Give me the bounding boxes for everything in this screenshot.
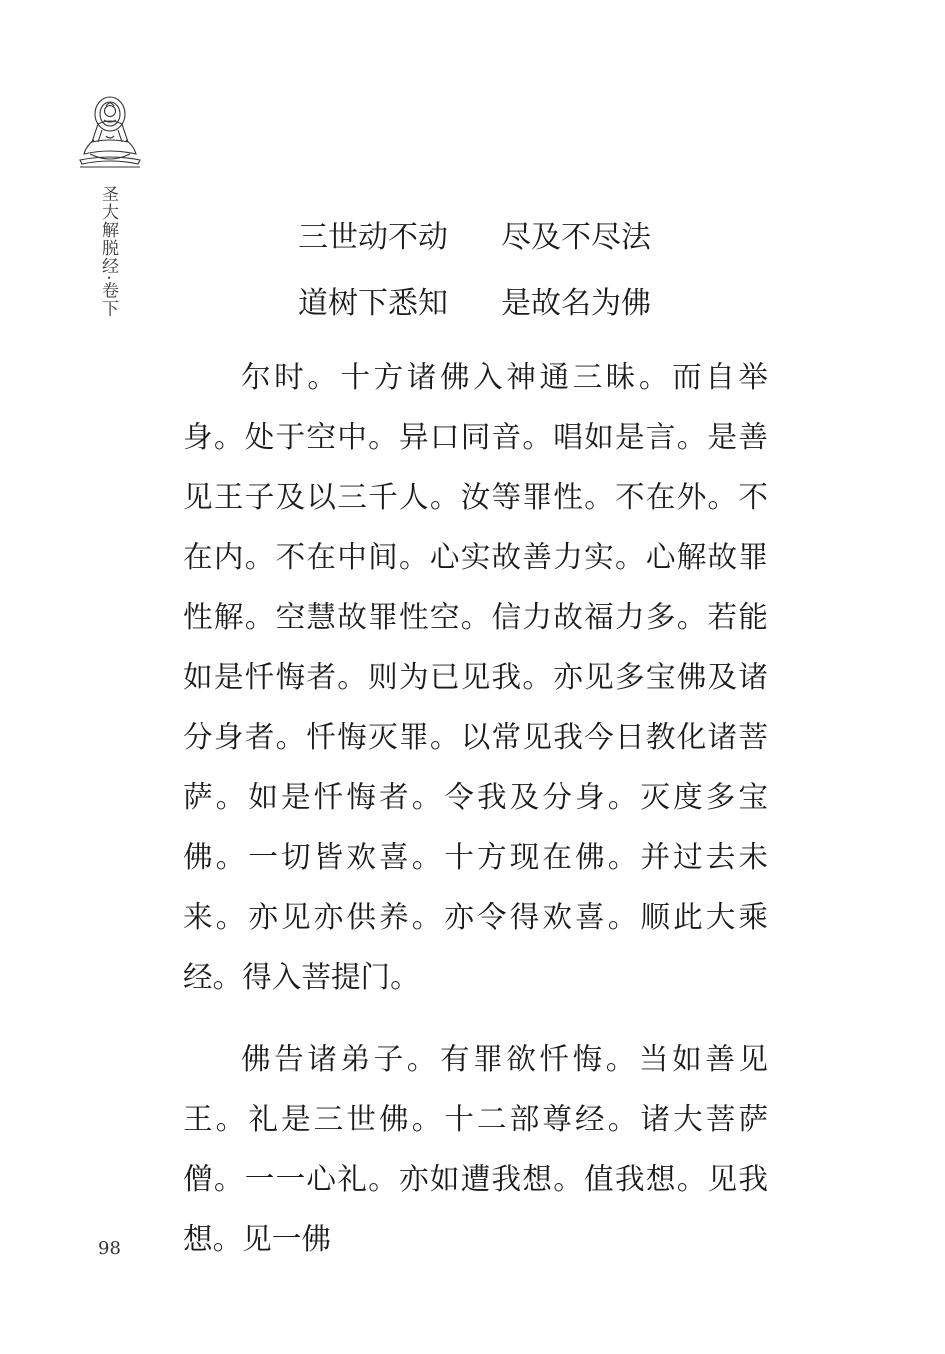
verse-left: 三世动不动 bbox=[298, 220, 448, 255]
verse-right: 尽及不尽法 bbox=[501, 220, 651, 255]
running-title: 圣大解脱经·卷下 bbox=[98, 185, 118, 318]
verse-line bbox=[183, 205, 768, 271]
verse-block bbox=[183, 205, 768, 337]
buddha-icon bbox=[76, 90, 144, 170]
verse-left: 道树下悉知 bbox=[298, 286, 448, 321]
paragraph: 佛告诸弟子。有罪欲忏悔。当如善见王。礼是三世佛。十二部尊经。诸大菩萨僧。一一心礼。亦如遭我想。值我想。见我想。见一佛 bbox=[183, 1042, 768, 1256]
verse-right: 是故名为佛 bbox=[501, 286, 651, 321]
verse-line bbox=[183, 271, 768, 337]
page-number: 98 bbox=[98, 1238, 121, 1259]
paragraph: 尔时。十方诸佛入神通三昧。而自举身。处于空中。异口同音。唱如是言。是善见王子及以三千人。汝等罪性。不在外。不在内。不在中间。心实故善力实。心解故罪性解。空慧故罪性空。信力故福力多。若能如是忏悔者。则为已见我。亦见多宝佛及诸分身者。忏悔灭罪。以常见我今日教化诸菩萨。如是忏悔者。令我及分身。灭度多宝佛。一切皆欢喜。十方现在佛。并过去未来。亦见亦供养。亦令得欢喜。顺此大乘经。得入菩提门。 bbox=[183, 360, 768, 994]
main-text bbox=[183, 205, 768, 1269]
